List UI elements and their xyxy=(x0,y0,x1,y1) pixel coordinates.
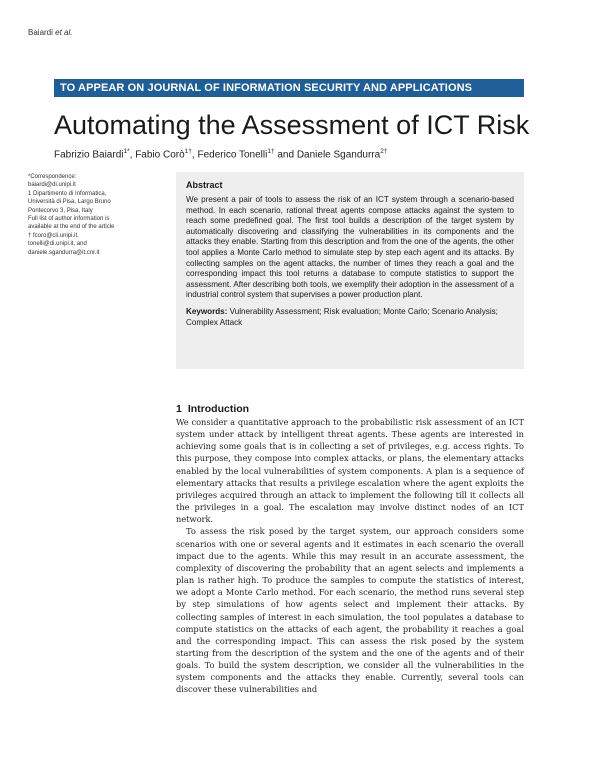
note-line: *Correspondence: xyxy=(28,174,77,180)
paragraph: To assess the risk posed by the target system, our approach considers some scenarios with one or several agents and it estimates in each scenario the overall impact due to the agents. While this may result in an accurate assessment, the complexity of discovering the probability that an agent selects and implements a plan is rather high. To produce the samples to compute the statistics of interest, we adopt a Monte Carlo method. For each scenario, the method runs several step by step simulations of how agents select and implement their attacks. By collecting samples of interest in each simulation, the tool populates a database to compute statistics on the attacks of each agent, the probability it reaches a goal and the corresponding impact. This can assess the risk posed by the system starting from the description of the system and the one of the agents and of their goals. To build the system description, we consider all the vulnerabilities in the system components and the attacks they enable. Currently, several tools can discover these vulnerabilities and xyxy=(176,526,524,695)
note-line: Università di Pisa, Largo Bruno xyxy=(28,199,111,206)
abstract-heading: Abstract xyxy=(186,180,223,190)
paragraph: We consider a quantitative approach to the probabilistic risk assessment of an ICT system under attack by intelligent threat agents. These agents are interested in achieving some goals that is in collecting a set of privileges, e.g. access rights. To this purpose, they compose into complex attacks, or plans, the elementary attacks enabled by the local vulnerabilities of system components. A plan is a sequence of elementary attacks that results a privilege escalation where the agent exploits the privileges acquired through an attack to implement the following till it collects all the privileges in a goal. The escalation may involve distinct nodes of an ICT network. xyxy=(176,417,524,525)
section-title: Introduction xyxy=(187,403,250,415)
author-name: Federico Tonelli xyxy=(197,149,268,161)
author-separator: , xyxy=(191,149,198,161)
author-affiliation: 1† xyxy=(184,148,192,155)
author-name: Daniele Sgandurra xyxy=(296,149,381,161)
keywords-text: Vulnerability Assessment; Risk evaluation; Monte Carlo; Scenario Analysis; Complex Attack xyxy=(186,306,498,327)
section-heading xyxy=(176,403,249,415)
note-line: available at the end of the article xyxy=(28,224,115,231)
author-list xyxy=(54,148,387,160)
note-line: Pontecorvo 3, Pisa, Italy xyxy=(28,207,93,214)
paper-title: Automating the Assessment of ICT Risk xyxy=(54,110,530,140)
keywords-label: Keywords: xyxy=(186,306,228,316)
journal-banner: TO APPEAR ON JOURNAL OF INFORMATION SECURITY AND APPLICATIONS xyxy=(54,79,524,97)
running-head-author: Baiardi xyxy=(28,28,53,37)
author-affiliation: 2† xyxy=(380,148,388,155)
correspondence-notes xyxy=(28,173,158,257)
author-name: Fabio Corò xyxy=(135,149,185,161)
keywords xyxy=(186,307,514,328)
section-number: 1 xyxy=(176,403,182,415)
note-line: 1 Dipartimento di Informatica, xyxy=(28,190,107,197)
body-text xyxy=(176,416,524,696)
author-affiliation: 1† xyxy=(267,148,275,155)
author-separator: , xyxy=(129,149,136,161)
author-and: and xyxy=(274,149,297,161)
abstract-box xyxy=(176,172,524,369)
running-head-etal: et al. xyxy=(55,28,73,37)
note-line: baiardi@di.unipi.it xyxy=(28,182,76,189)
note-line: † fcoro@cli.unipi.it, xyxy=(28,232,79,239)
abstract-text: We present a pair of tools to assess the risk of an ICT system through a scenario-based method. In each scenario, rational threat agents compose attacks against the system to reach some predefined goal. The first tool builds a description of the target system by automatically discovering and classifying the vulnerabilities in its components and the attacks they enable. Starting from this description and from the one of the agents, the other tool applies a Monte Carlo method to simulate step by step each agent and its attacks. By collecting samples on the agent attacks, the number of times they reach a goal and the corresponding impact this tool returns a database to compute statistics to support the assessment. After describing both tools, we exemplify their adoption in the assessment of a industrial control system that supervises a power production plant. xyxy=(186,195,514,300)
note-line: daniele.sgandurra@it.cnr.it xyxy=(28,249,100,256)
note-line: Full list of author information is xyxy=(28,216,110,223)
note-line: tonelli@di.unipi.it, and xyxy=(28,241,87,248)
author-name: Fabrizio Baiardi xyxy=(54,149,124,161)
author-affiliation: 1* xyxy=(123,148,130,155)
running-head xyxy=(28,28,72,37)
